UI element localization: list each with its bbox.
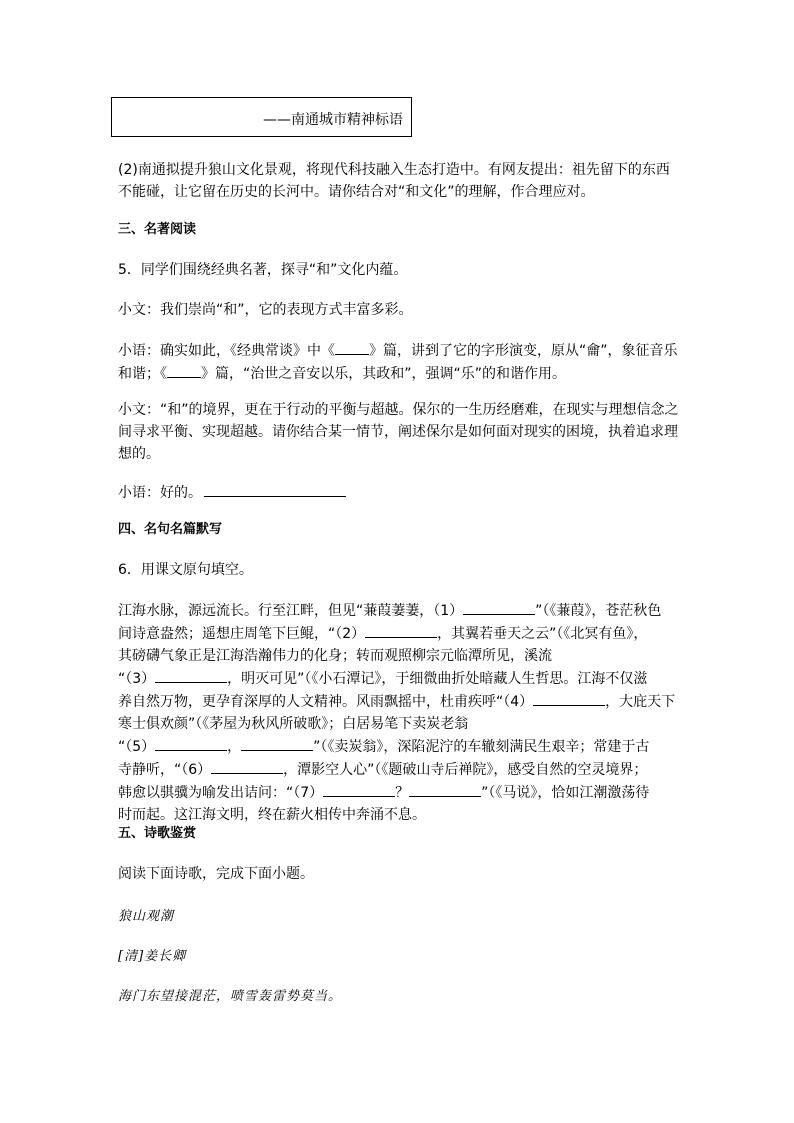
passage-text: ，其翼若垂天之云”（《北冥有鱼》，	[437, 626, 648, 642]
xiaoyu-text: 》篇，“治世之音安以乐，其政和”，强调“乐”的和谐作用。	[201, 366, 567, 382]
passage-text: “（3）	[118, 671, 156, 687]
answer-blank-5b[interactable]	[241, 735, 313, 751]
xiaowen-paragraph-2	[118, 399, 698, 465]
xiaoyu-text: 小语：确实如此，《经典常谈》中《	[118, 343, 335, 359]
answer-blank-7a[interactable]	[323, 781, 395, 797]
xiaowen-text: 间寻求平衡、实现超越。请你结合某一情节，阐述保尔是如何面对现实的困境，执着追求理	[118, 424, 678, 440]
question-7-intro: 阅读下面诗歌，完成下面小题。	[118, 866, 314, 882]
passage-text: 间诗意盎然；遥想庄周笔下巨鲲，“（2）	[118, 626, 366, 642]
answer-blank-4[interactable]	[533, 690, 605, 706]
poem-author: [清]姜长卿	[118, 949, 187, 964]
passage-text: ”（《马说》，恰如江潮激荡待	[481, 785, 650, 801]
xiaowen-line-1: 小文：我们崇尚“和”，它的表现方式丰富多彩。	[118, 302, 413, 318]
question-6-passage	[118, 599, 698, 826]
passage-text: ？	[395, 785, 410, 801]
section-4-heading: 四、名句名篇默写	[118, 522, 223, 537]
section-3-heading: 三、名著阅读	[118, 222, 197, 237]
passage-text: 寒士俱欢颜”（《茅屋为秋风所破歌》；白居易笔下卖炭老翁	[118, 716, 469, 732]
passage-text: ，明灭可见”（《小石潭记》，于细微曲折处暗藏人生哲思。江海不仅滋	[227, 671, 648, 687]
question-2-paragraph	[118, 159, 698, 203]
passage-text: 养自然万物，更孕育深厚的人文精神。风雨飘摇中，杜甫疾呼“（4）	[118, 694, 534, 710]
answer-blank-3[interactable]	[155, 667, 227, 683]
passage-text: 韩愈以骐骥为喻发出诘问：“（7）	[118, 785, 324, 801]
passage-text: ，	[227, 739, 242, 755]
question-2-line: 不能碰，让它留在历史的长河中。请你结合对“和文化”的理解，作合理应对。	[118, 184, 595, 200]
slogan-attribution: ——南通城市精神标语	[263, 112, 403, 128]
passage-text: ，潭影空人心”（《题破山寺后禅院》，感受自然的空灵境界；	[283, 762, 648, 778]
xiaowen-text: 小文：“和”的境界，更在于行动的平衡与超越。保尔的一生历经磨难，在现实与理想信念之	[118, 402, 679, 418]
passage-text: ”（《卖炭翁》，深陷泥泞的车辙刻满民生艰辛；常建于古	[313, 739, 650, 755]
passage-text: 寺静听，“（6）	[118, 762, 212, 778]
answer-blank[interactable]	[167, 362, 201, 378]
poem-line-1: 海门东望接混茫，喷雪轰雷势莫当。	[118, 989, 343, 1004]
xiaowen-text: 想的。	[118, 446, 160, 462]
question-5-intro: 5．同学们围绕经典名著，探寻“和”文化内蕴。	[118, 262, 408, 278]
xiaoyu-paragraph-1	[118, 339, 698, 385]
section-5-heading: 五、诗歌鉴赏	[118, 826, 197, 841]
answer-blank-6[interactable]	[211, 758, 283, 774]
question-2-line: (2)南通拟提升狼山文化景观，将现代科技融入生态打造中。有网友提出：祖先留下的东西	[118, 162, 670, 178]
xiaoyu-text: 小语：好的。	[118, 485, 202, 501]
answer-blank-5a[interactable]	[155, 735, 227, 751]
answer-blank[interactable]	[204, 481, 346, 497]
xiaoyu-line-2	[118, 481, 698, 504]
poem-title: 狼山观潮	[118, 909, 175, 924]
passage-text: “（5）	[118, 739, 156, 755]
question-6-intro: 6．用课文原句填空。	[118, 562, 253, 578]
slogan-box	[111, 97, 412, 137]
passage-text: 其磅礴气象正是江海浩瀚伟力的化身；转而观照柳宗元临潭所见，溪流	[118, 648, 552, 664]
passage-text: 时而起。这江海文明，终在薪火相传中奔涌不息。	[118, 807, 426, 823]
passage-text: ，大庇天下	[605, 694, 676, 710]
passage-text: ”（《蒹葭》，苍茫秋色	[535, 603, 662, 619]
passage-text: 江海水脉，源远流长。行至江畔，但见“蒹葭萋萋，（1）	[118, 603, 464, 619]
answer-blank-7b[interactable]	[409, 781, 481, 797]
answer-blank-1[interactable]	[463, 599, 535, 615]
xiaoyu-text: 》篇，讲到了它的字形演变，原从“龠”，象征音乐	[369, 343, 678, 359]
answer-blank[interactable]	[335, 339, 369, 355]
xiaoyu-text: 和谐；《	[118, 366, 167, 382]
answer-blank-2[interactable]	[365, 622, 437, 638]
